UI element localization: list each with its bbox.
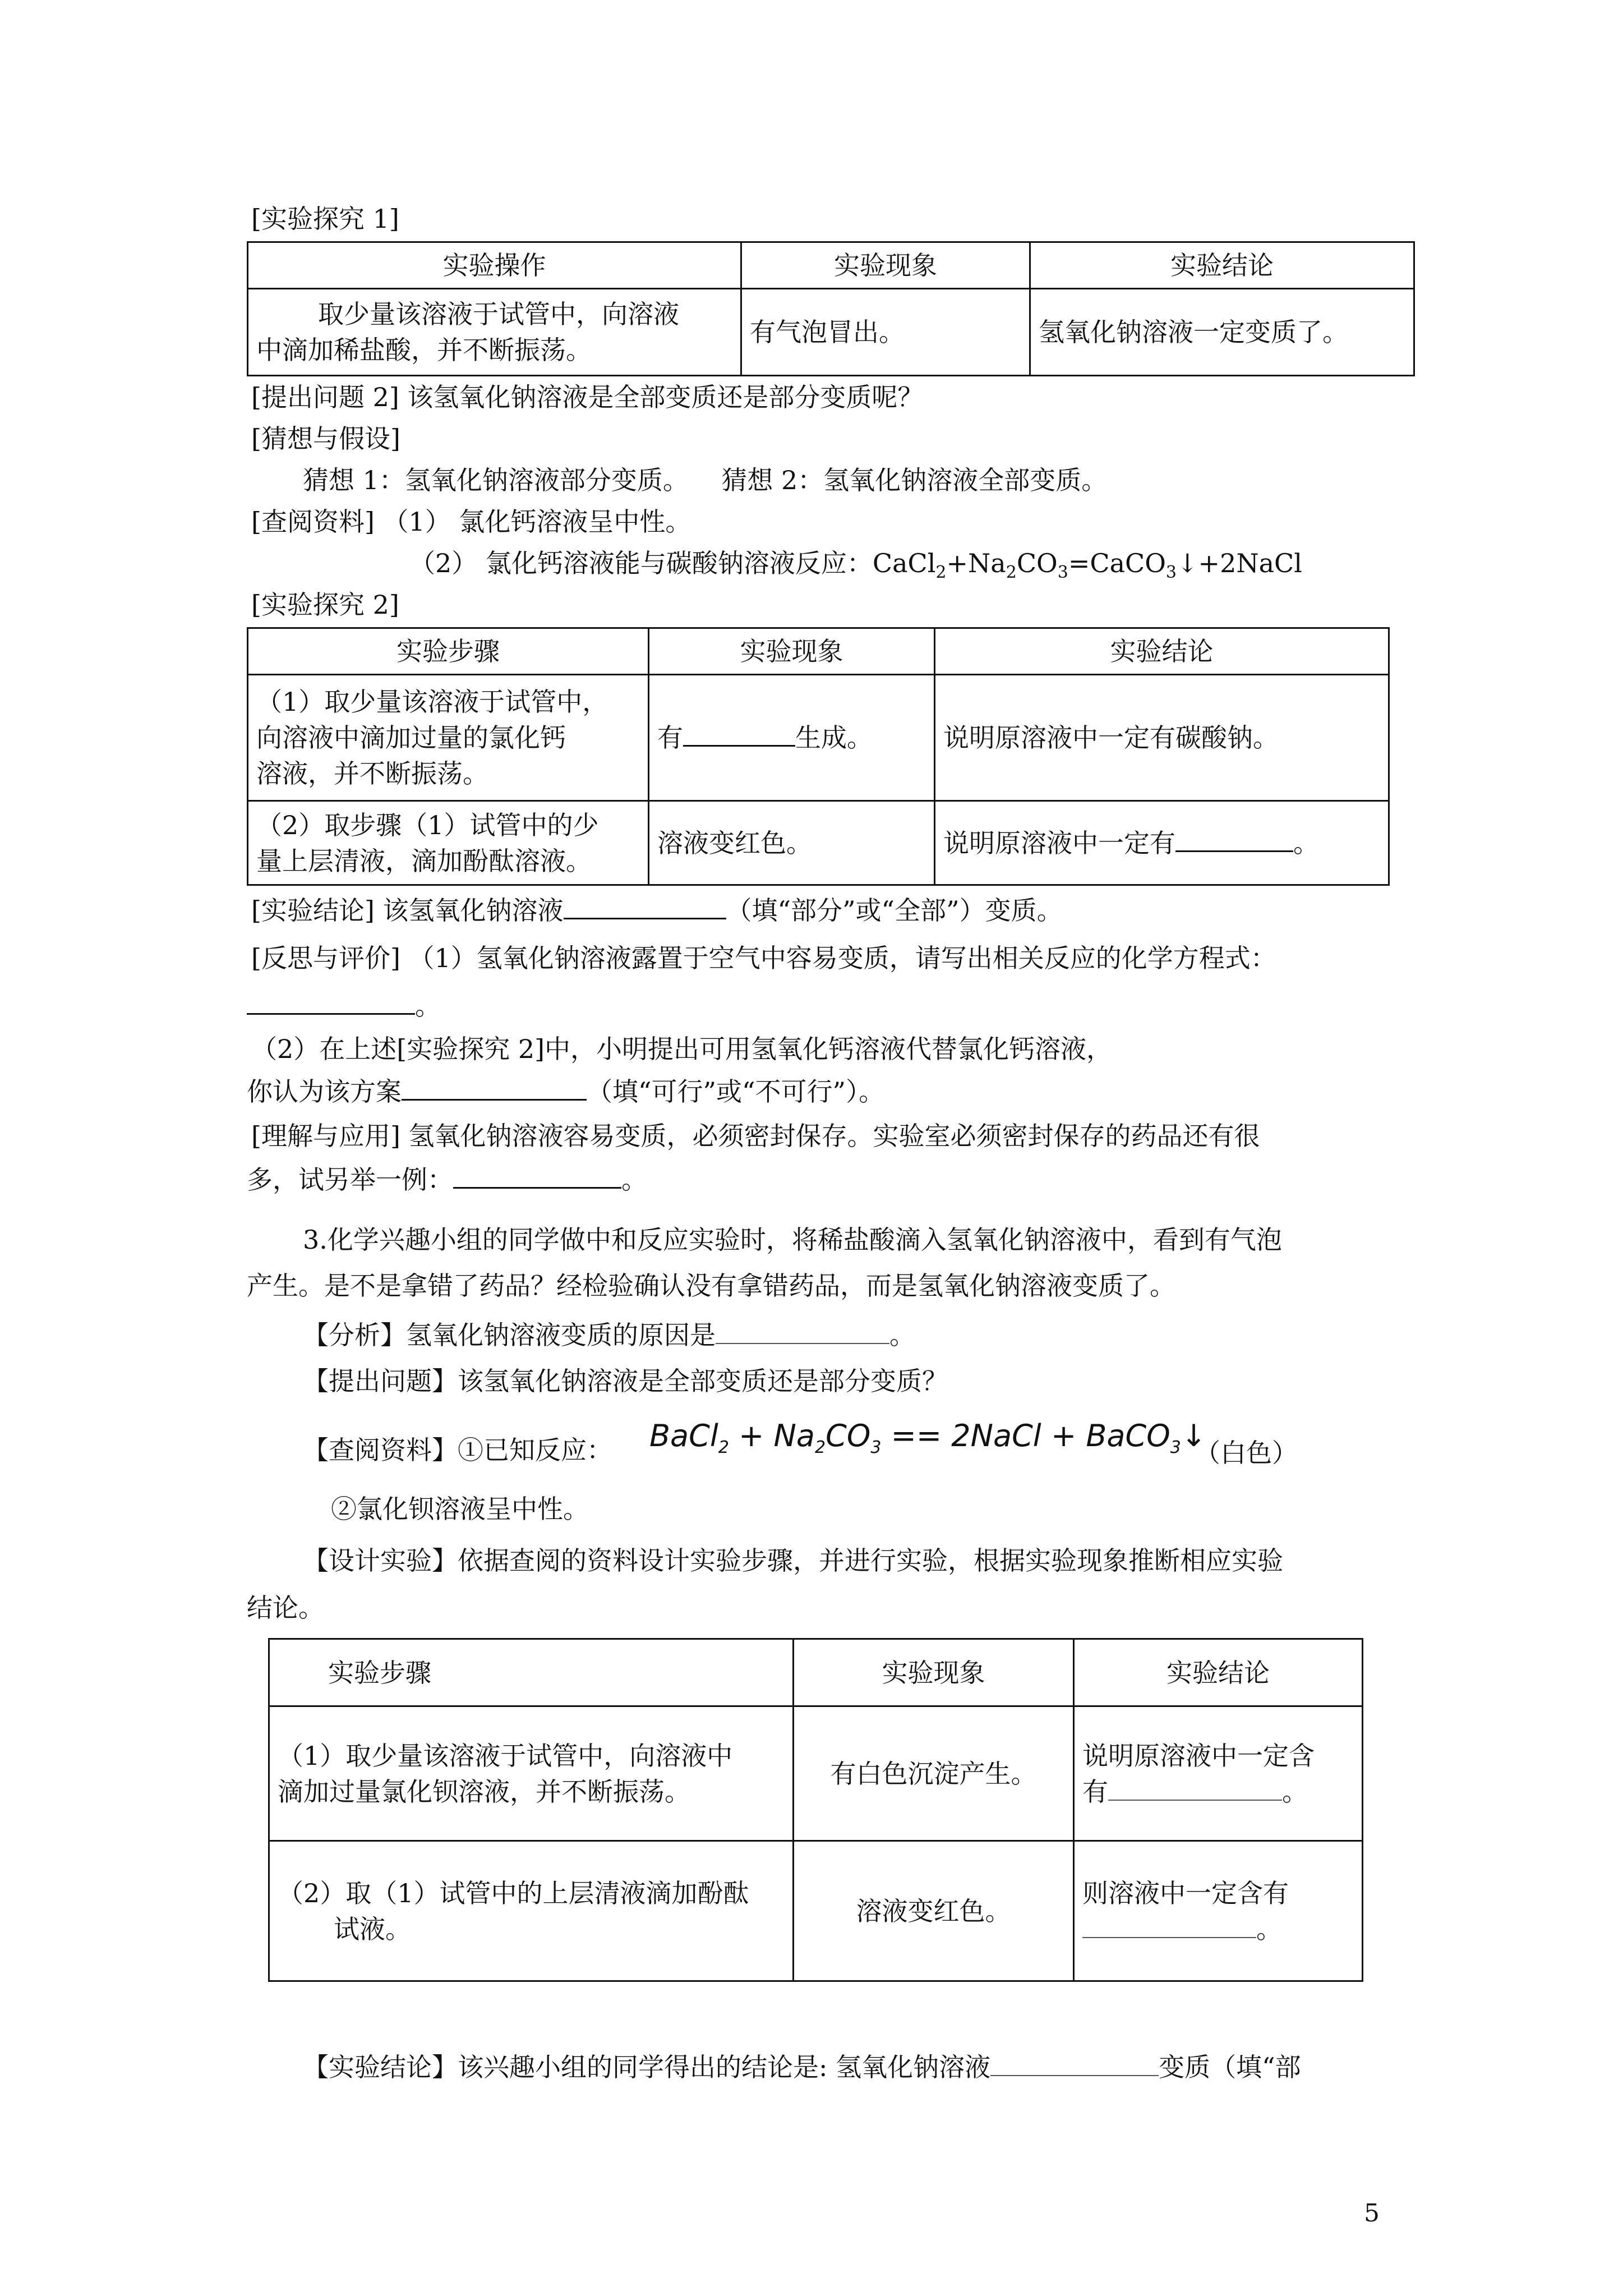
fill-blank[interactable]: [990, 2050, 1159, 2076]
reflection-line: （2）在上述[实验探究 2]中，小明提出可用氢氧化钙溶液代替氯化钙溶液，: [251, 1034, 1113, 1064]
fill-blank[interactable]: [564, 893, 726, 919]
table-cell: [1074, 1706, 1363, 1841]
experiment-table-2: [247, 627, 1390, 886]
table-header: 实验操作: [248, 242, 741, 289]
experiment-table-3: [268, 1638, 1363, 1982]
final-text: 变质（填“部: [1159, 2052, 1301, 2082]
cell-line: 中滴加稀盐酸，并不断振荡。: [256, 335, 592, 365]
reference-line: [查阅资料] （1） 氯化钙溶液呈中性。: [251, 507, 691, 537]
cell-text: 有: [1082, 1776, 1108, 1807]
hypothesis-heading: [猜想与假设]: [251, 424, 400, 454]
cell-line: 量上层清液，滴加酚酞溶液。: [256, 845, 592, 876]
cell-text: 说明原溶液中一定有: [943, 827, 1175, 858]
problem-line: 产生。是不是拿错了药品？经检验确认没有拿错药品，而是氢氧化钠溶液变质了。: [247, 1271, 1175, 1301]
reference-line: ②氯化钡溶液呈中性。: [331, 1494, 589, 1524]
reference-line: [303, 1433, 612, 1467]
table-cell: 氢氧化钠溶液一定变质了。: [1030, 289, 1414, 376]
cell-line: 向溶液中滴加过量的氯化钙: [256, 723, 566, 753]
table-cell: [248, 675, 649, 801]
reflection-line: [反思与评价] （1）氢氧化钠溶液露置于空气中容易变质，请写出相关反应的化学方程式：: [251, 943, 1276, 973]
reference-note: （白色）: [1195, 1438, 1298, 1468]
equation-text: $CaCl_2+Na_2CO_3=CaCO_3↓+2NaCl$: [872, 548, 1302, 583]
question-line: 【提出问题】该氢氧化钠溶液是全部变质还是部分变质？: [303, 1366, 948, 1396]
cell-text: 生成。: [795, 723, 873, 753]
reference-line: [409, 546, 1302, 590]
fill-blank[interactable]: [453, 1162, 621, 1189]
final-text: 【实验结论】该兴趣小组的同学得出的结论是: 氢氧化钠溶液: [303, 2052, 991, 2082]
fill-blank[interactable]: [1082, 1912, 1256, 1938]
fill-blank[interactable]: [1175, 826, 1293, 852]
reflection-line: [247, 988, 441, 1023]
table-header: [269, 1639, 794, 1706]
table-cell: [649, 675, 935, 801]
reflection-line: [247, 1074, 884, 1108]
cell-line: 试液。: [334, 1913, 411, 1944]
hypothesis-text: 猜想 1：氢氧化钠溶液部分变质。 猜想 2：氢氧化钠溶液全部变质。: [303, 465, 1108, 495]
reflection-text: （填“可行”或“不可行”）。: [587, 1076, 885, 1107]
cell-line: （1）取少量该溶液于试管中，向溶液中: [278, 1740, 733, 1771]
section-heading: [实验探究 1]: [251, 204, 399, 234]
table-header: 实验现象: [794, 1639, 1074, 1706]
table-cell: [935, 801, 1389, 885]
cell-line: 则溶液中一定含有: [1082, 1878, 1289, 1908]
application-line: [理解与应用] 氢氧化钠溶液容易变质，必须密封保存。实验室必须密封保存的药品还有很: [251, 1121, 1260, 1151]
cell-line: [1082, 1911, 1354, 1947]
conclusion-text: [实验结论] 该氢氧化钠溶液: [251, 895, 564, 926]
analysis-text: 。: [889, 1320, 915, 1350]
reflection-text: 。: [415, 991, 441, 1021]
header-text: 实验步骤: [328, 1657, 431, 1688]
cell-text: 。: [1282, 1776, 1308, 1807]
table-cell: 溶液变红色。: [649, 801, 935, 885]
fill-blank[interactable]: [402, 1074, 587, 1101]
table-header: 实验结论: [1030, 242, 1414, 289]
cell-line: （2）取步骤（1）试管中的少: [256, 809, 599, 840]
cell-line: 滴加过量氯化钡溶液，并不断振荡。: [278, 1776, 690, 1807]
page-number: 5: [1364, 2199, 1380, 2228]
fill-blank[interactable]: [716, 1318, 889, 1344]
table-cell: 溶液变红色。: [794, 1841, 1074, 1981]
cell-text: 。: [1256, 1913, 1282, 1944]
table-header: 实验结论: [935, 628, 1389, 675]
fill-blank[interactable]: [1108, 1775, 1282, 1801]
analysis-text: 【分析】氢氧化钠溶液变质的原因是: [303, 1320, 716, 1350]
final-conclusion-line: [303, 2050, 1301, 2084]
reaction-equation: BaCl$_2$ + $Na_2CO_3$ == 2NaCl + BaCO$_3$↓: [649, 1418, 1207, 1457]
question-line: [提出问题 2] 该氢氧化钠溶液是全部变质还是部分变质呢？: [251, 382, 924, 412]
cell-line: 溶液，并不断振荡。: [256, 758, 488, 789]
analysis-line: [303, 1318, 915, 1352]
design-line: 【设计实验】依据查阅的资料设计实验步骤，并进行实验，根据实验现象推断相应实验: [303, 1545, 1283, 1576]
table-header: 实验现象: [741, 242, 1030, 289]
section-heading: [实验探究 2]: [251, 590, 399, 620]
cell-line: （2）取（1）试管中的上层清液滴加酚酞: [278, 1878, 749, 1908]
application-text: 多，试另举一例：: [247, 1165, 453, 1195]
application-text: 。: [621, 1165, 647, 1195]
reference-text: 【查阅资料】①已知反应：: [303, 1435, 612, 1465]
experiment-table-1: [247, 241, 1415, 376]
application-line: [247, 1162, 647, 1197]
design-line: 结论。: [247, 1593, 324, 1623]
table-cell: [269, 1841, 794, 1981]
cell-line: 取少量该溶液于试管中，向溶液: [318, 299, 679, 329]
table-cell: [248, 801, 649, 885]
table-cell: [269, 1706, 794, 1841]
reference-text: （2） 氯化钙溶液能与碳酸钠溶液反应：: [409, 548, 873, 578]
cell-line: （1）取少量该溶液于试管中，: [256, 687, 608, 717]
table-header: 实验步骤: [248, 628, 649, 675]
fill-blank[interactable]: [683, 720, 795, 747]
table-header: 实验结论: [1074, 1639, 1363, 1706]
conclusion-text: （填“部分”或“全部”）变质。: [726, 895, 1063, 926]
problem-line: 3.化学兴趣小组的同学做中和反应实验时，将稀盐酸滴入氢氧化钠溶液中，看到有气泡: [303, 1225, 1282, 1255]
cell-line: 说明原溶液中一定含: [1082, 1740, 1315, 1771]
table-header: 实验现象: [649, 628, 935, 675]
cell-text: 有: [657, 723, 683, 753]
cell-line: [1082, 1774, 1354, 1810]
table-cell: 有白色沉淀产生。: [794, 1706, 1074, 1841]
fill-blank[interactable]: [247, 988, 415, 1015]
reflection-text: 你认为该方案: [247, 1076, 402, 1107]
table-cell: 说明原溶液中一定有碳酸钠。: [935, 675, 1389, 801]
table-cell: 有气泡冒出。: [741, 289, 1030, 376]
table-cell: [1074, 1841, 1363, 1981]
table-cell: [248, 289, 741, 376]
cell-text: 。: [1293, 827, 1319, 858]
conclusion-line: [251, 893, 1063, 927]
